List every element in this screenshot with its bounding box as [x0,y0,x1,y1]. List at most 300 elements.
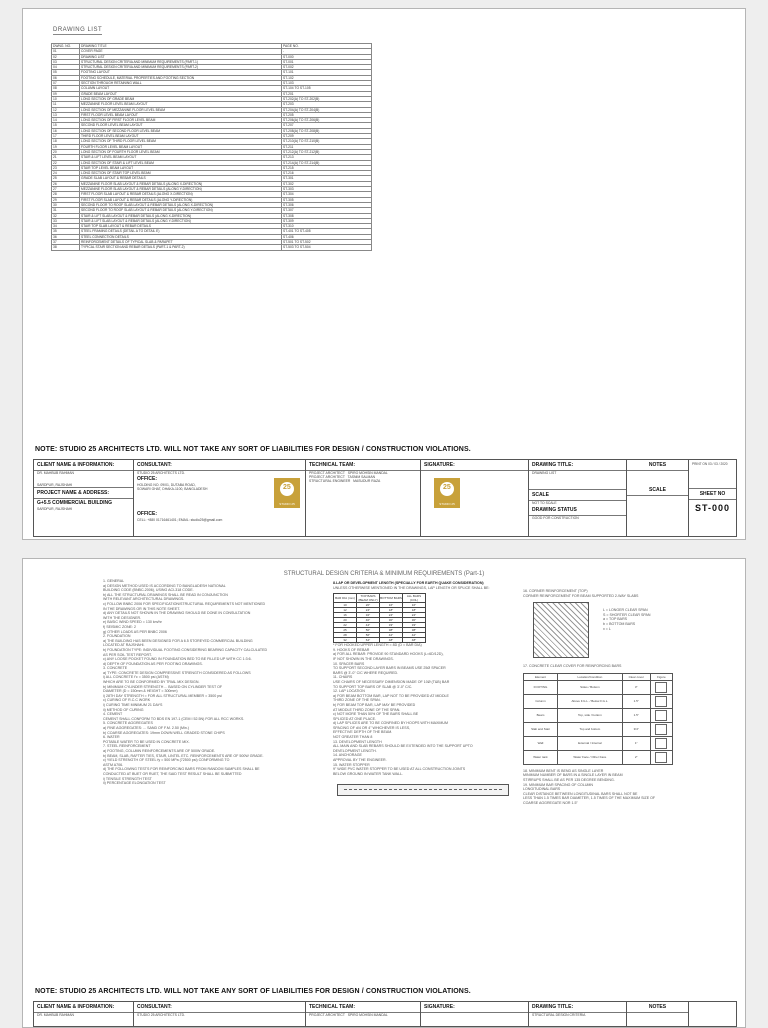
sheet-info-cell [689,460,736,536]
criteria-line: 11. CHAIRS [333,675,353,680]
corner-slab-diagram [533,602,589,658]
table-cell: GRADE SLAB LAYOUT & REBAR DETAILS [80,176,282,181]
criteria-line: USE CHAIRS OF NECESSARY DIMENSION MADE OF 10Ø (T&B) BAR [333,679,450,684]
criteria-line: 7. STEEL REINFORCEMENT [103,744,151,749]
criteria-title: STRUCTURAL DESIGN CRITERIA & MINIMUM REQUIREMENTS (Part-1) [283,571,485,577]
criteria-line: 18. MINIMUM BENT IS BEND AS SINGLE LAYER [523,768,604,773]
criteria-line: i) ALL CONCRETE f'c = 3500 psi (ASTM) [103,675,169,680]
clear-cover-header-cell: Element [524,673,558,680]
criteria-line: TO SUPPORT SECOND LAYER BARS IN BEAMS USE 25Ø SPACER [333,666,446,671]
criteria-line: WHICH ARE TO BE CONFORMED BY TRIAL MIX DESIGN. [103,680,200,685]
criteria-line: ii) PERCENTAGE ELONGATION TEST [103,781,166,786]
table-cell: GRADE BEAM LAYOUT [80,91,282,96]
drawing-title-header: DRAWING TITLE: [529,460,626,471]
table-cell: COVER PAGE [80,49,282,54]
clear-cover-cell: Wall [524,736,558,750]
drawing-sheet-criteria [22,558,746,1028]
drawing-list-body [52,49,372,250]
table-cell: ST-101 [282,70,372,75]
criteria-line: 3. CONCRETE [103,666,128,671]
table-header-cell: DRAWING TITLE [80,44,282,49]
lap-length-body [334,603,426,643]
consultant-name-2: STUDIO 25 ARCHITECTS LTD. [137,1013,185,1017]
criteria-line: i) 28TH DAY STRENGTH = FOR ALL STRUCTURAL MEMBER = 3500 psi [103,693,222,698]
team-role: STRUCTURAL ENGINEER [309,479,351,484]
table-cell: 14 [52,118,80,123]
lap-header-cell: BOTTOM BARS [380,594,403,603]
criteria-line: CONDUCTED AT BUET OR RUET, THE SAID TEST RESULT SHALL BE SUBMITTED [103,771,242,776]
lap-cell: 16" [380,603,403,608]
table-cell: - [282,49,372,54]
notes-cell [627,460,689,536]
clear-cover-cell: External / Internal [557,736,622,750]
table-cell: ST-204(A) TO ST-204(B) [282,107,372,112]
lap-header-cell: ALL BARS (COL) [403,594,426,603]
table-cell: ST-001 [282,59,372,64]
table-cell: LONG SECTION OF THIRD FLOOR LEVEL BEAM [80,139,282,144]
lap-cell: 44" [357,623,380,628]
criteria-line: 1. GENERAL [103,579,125,583]
table-cell: SECOND FLOOR TO ROOF SLAB LAYOUT & REBAR DETAILS (ALONG X-DIRECTION) [80,202,282,207]
table-cell: 18 [52,139,80,144]
criteria-line: BARS @ 3'-0" C/C WHERE REQUIRED. [333,670,399,675]
criteria-line: 10. SPACER BARS [333,661,365,666]
title-block [33,459,737,537]
criteria-line: STIRRUPS SHALL BE AS PER 135 DEGREE BENDING. [523,777,615,782]
criteria-line: WITH THE DESIGNER. [103,615,142,620]
drawing-title-value-2: STRUCTURAL DESIGN CRITERIA [532,1013,586,1017]
table-cell: ST-102 [282,75,372,80]
lap-cell: 16 [334,613,357,618]
lap-cell: 20 [334,618,357,623]
section-figure-icon [655,738,667,749]
print-date: 03 / 03 / 2020 [708,462,728,466]
criteria-line: COARSE AGGREGATE NOR 1.5" [523,800,578,805]
table-cell: ST-401 TO ST-405 [282,229,372,234]
lap-header-row [334,594,426,603]
client-cell-2 [34,1002,134,1026]
office-header: OFFICE: [137,476,157,483]
table-cell: 19 [52,144,80,149]
table-cell: 12 [52,107,80,112]
team-member: SPIRO MOHSIN MANDAL [347,471,388,475]
criteria-line: POTABLE WATER TO BE USED IN CONCRETE MIX. [103,739,190,744]
table-cell: 31 [52,208,80,213]
table-cell: ST-213 [282,155,372,160]
clear-cover-figure [650,722,672,736]
criteria-line: EFFECTIVE DEPTH OF THE BEAM. [333,730,393,735]
criteria-line: BELOW GROUND IN WATER TANK WALL. [333,771,404,776]
lap-cell: 24" [380,613,403,618]
table-header-cell: DWNG. NO. [52,44,80,49]
criteria-line: ii) METHOD OF CURING [103,707,144,712]
table-cell: ST-103 [282,81,372,86]
criteria-line: AS PER SOIL TEST REPORT. [103,652,152,657]
notes-scale-header: SCALE [627,485,688,496]
table-cell: ST-216 [282,171,372,176]
lap-header-cell: BAR DIA (mm) [334,594,357,603]
drawing-status-header: DRAWING STATUS [529,505,626,516]
table-cell: STAIR & LIFT SLAB LAYOUT & REBAR DETAILS (ALONG X-DIRECTION) [80,213,282,218]
table-cell: ST-501 TO ST-502 [282,239,372,244]
criteria-line: LONGITUDINAL BARS [523,787,561,792]
clear-cover-cell: Column [524,694,558,708]
team-row-2 [306,1013,420,1017]
clear-cover-cell: Sides / Bottom [557,680,622,694]
lap-row [334,638,426,643]
lap-cell: 33" [403,623,426,628]
technical-team-header: TECHNICAL TEAM: [306,460,420,471]
criteria-line: TO SUPPORT TOP BARS OF SLAB @ 3'-0" C/C. [333,684,413,689]
clear-cover-cell: 3/4" [622,722,650,736]
criteria-line: NOT GREATER THAN 8 [333,735,373,740]
table-cell: 02 [52,54,80,59]
table-cell: ST-104 TO ST-105 [282,86,372,91]
criteria-line: a) DESIGN METHOD USED IS ACCORDING TO BANGLADESH NATIONAL [103,583,226,588]
criteria-line: b) ALL THE STRUCTURAL DRAWINGS SHALL BE READ IN CONJUNCTION [103,592,228,597]
table-cell: FIRST FLOOR SLAB LAYOUT & REBAR DETAILS (ALONG Y-DIRECTION) [80,197,282,202]
team-member: MASUDUR RAZA [353,479,381,484]
drawing-sheet-list [22,8,746,540]
section-figure-icon [655,710,667,721]
team-member-2: SPIRO MOHSIN MANDAL [347,1013,388,1017]
project-header: PROJECT NAME & ADDRESS: [34,487,133,499]
section-figure-icon [655,696,667,707]
scale-value: NOT TO SCALE [532,501,557,506]
legend-item: x = L [603,626,611,631]
lap-cell: 10 [334,603,357,608]
table-cell: MEZZANINE FLOOR SLAB LAYOUT & REBAR DETAILS (ALONG Y-DIRECTION) [80,187,282,192]
table-cell: 33 [52,218,80,223]
criteria-line: AT MIDDLE THIRD ZONE OF THE SPAN. [333,707,401,712]
table-cell: 35 [52,229,80,234]
table-cell: 01 [52,49,80,54]
technical-team-cell [306,460,421,536]
lap-cell: 64" [357,638,380,643]
criteria-column-lap [333,581,523,798]
section-figure-icon [655,682,667,693]
table-cell: ST-210(A) TO ST-210(B) [282,139,372,144]
table-cell: 30 [52,202,80,207]
table-cell: 38 [52,245,80,250]
table-cell: STAIR TOP SLAB LAYOUT & REBAR DETAILS [80,224,282,229]
table-cell: ST-205 [282,112,372,117]
lap-cell: 42" [380,633,403,638]
criteria-line: 15. WATER STOPPER [333,762,370,767]
criteria-notes-bottom [523,769,723,806]
table-cell: ST-303 [282,187,372,192]
clear-cover-cell: FOOTING [524,680,558,694]
table-cell: ST-207 [282,123,372,128]
team-member: TASNIM SALMAN [347,475,376,480]
clear-cover-cell: 1.5" [622,708,650,722]
clear-cover-figure [650,750,672,764]
table-cell: MEZZANINE FLOOR SLAB LAYOUT & REBAR DETAILS (ALONG X-DIRECTION) [80,181,282,186]
table-cell: 36 [52,234,80,239]
criteria-line: IF NOT SHOWN IN THE DRAWINGS. [333,656,394,661]
consultant-name: STUDIO 25 ARCHITECTS LTD. [137,471,185,475]
clear-cover-header-row [524,673,673,680]
table-cell: ST-202(A) TO ST-202(B) [282,96,372,101]
contact-info: CELL: +880 01716461401; EMAIL: studio25@gmail.com [137,517,223,522]
notes-header-2: NOTES [627,1002,688,1013]
criteria-line: APPROVAL BY THE ENGINEER. [333,758,387,763]
criteria-line: c) NOT MORE THAN 50% OF THE BARS SHALL BE [333,712,419,717]
table-cell: 13 [52,112,80,117]
criteria-line: 4. CEMENT [103,712,123,717]
corner-legend [603,608,651,658]
lap-cell: 24" [357,608,380,613]
table-cell: 26 [52,181,80,186]
criteria-line: 5. CONCRETE AGGREGATES [103,721,153,726]
criteria-line: LOCATED AT RAJSHAHI. [103,643,145,648]
clear-cover-body [524,680,673,764]
criteria-line: a) FOR BEAM BOTTOM BAR, LAP NOT TO BE PROVIDED AT MIDDLE [333,693,449,698]
client-header: CLIENT NAME & INFORMATION: [34,460,133,471]
lap-cell: 56" [357,633,380,638]
drawing-list-table [51,43,372,251]
team-row [306,479,420,483]
section-figure-icon [655,752,667,763]
lap-subtitle: UNLESS OTHERWISE MENTIONED IN THE DRAWINGS, LAP LENGTH OR SPLICE SHALL BE: [333,585,490,590]
table-cell: 32 [52,213,80,218]
clear-cover-row [524,722,673,736]
criteria-line: b) FOR BEAM TOP BAR, LAP MAY BE PROVIDED [333,702,416,707]
lap-cell: 33" [380,623,403,628]
clear-cover-figure [650,694,672,708]
clear-cover-row [524,694,673,708]
table-cell: STRUCTURAL DESIGN CRITERIA AND MINIMUM REQUIREMENTS (PART-2) [80,65,282,70]
beam-lap-diagram [337,784,509,796]
lap-title: 8.LAP OR DEVELOPMENT LENGTH (SPECIALLY FOR EARTH QUAKE CONSIDERATION) [333,581,484,585]
table-cell: 15 [52,123,80,128]
logo-number: 25 [283,484,291,491]
client-header-2: CLIENT NAME & INFORMATION: [34,1002,133,1013]
table-cell: STEEL FRAMING DETAILS (DETAIL A TO DETAIL E) [80,229,282,234]
drawing-status-value: GOOD FOR CONSTRUCTION [532,516,579,521]
table-cell: FOURTH FLOOR LEVEL BEAM LAYOUT [80,144,282,149]
lap-cell: 18" [380,608,403,613]
table-cell: ST-306 [282,202,372,207]
clear-cover-title: 17. CONCRETE CLEAR COVER FOR REINFORCING BARS [523,664,622,669]
lap-cell: 25 [334,628,357,633]
criteria-line: SPLICED AT ONE PLACE. [333,716,377,721]
table-cell: 10 [52,96,80,101]
table-cell: ST-208(A) TO ST-208(B) [282,128,372,133]
logo-subtitle: STUDIO 25 [279,502,295,506]
table-cell: ST-002 [282,65,372,70]
table-cell: 04 [52,65,80,70]
lap-cell: 32 [334,638,357,643]
criteria-line: a) FINE AGGREGATES: ... SAND OF F.M. 2.50 (Min.) [103,726,189,730]
criteria-line: 14. ANCHORAGE [333,753,362,758]
signature-header: SIGNATURE: [421,460,528,471]
lap-cell: 30" [380,618,403,623]
clear-cover-figure [650,736,672,750]
clear-cover-header-cell: Figure [650,673,672,680]
title-block-2 [33,1001,737,1027]
table-cell: ST-309 [282,218,372,223]
project-name: G+5.5 COMMERCIAL BUILDING [37,500,113,507]
criteria-line: a) TYPE: CONCRETE DESIGN COMPRESSIVE STRENGTH CONSIDERED AS FOLLOWS [103,670,251,675]
criteria-line: DIAMETER (D = 150mm & HEIGHT = 300mm) [103,689,178,694]
table-cell: 16 [52,128,80,133]
table-cell: ST-308 [282,213,372,218]
lap-cell: 48" [380,638,403,643]
lap-cell: 30" [403,618,426,623]
clear-cover-row [524,736,673,750]
table-cell: ST-305 [282,197,372,202]
client-name-2: DR. MAHBUB RAHMAN [37,1013,74,1017]
criteria-line: 9. HOOKS OF REBAR [333,647,370,652]
consultant-cell-2 [134,1002,306,1026]
clear-cover-cell: Slab and Stair [524,722,558,736]
drawing-title-value: DRAWING LIST [532,471,557,475]
signature-header-2: SIGNATURE: [421,1002,528,1013]
table-cell: LONG SECTION OF FIRST FLOOR LEVEL BEAM [80,118,282,123]
criteria-column-general [103,579,313,786]
criteria-line: CEMENT SHALL CONFORM TO BDS EN 197-1 (CEM I 52.5N) FOR ALL RCC WORKS. [103,716,245,721]
signature-cell-2 [421,1002,529,1026]
legend-item: L = LONGER CLEAR SPAN [603,608,648,613]
table-cell: 37 [52,239,80,244]
corner-diagram-row [523,598,723,658]
client-cell [34,460,134,536]
table-cell: 25 [52,176,80,181]
criteria-line: MINIMUM NUMBER OF BARS IN A SINGLE LAYER IN BEAM [523,773,623,778]
criteria-line: BUILDING CODE (BNBC-2006), USING ACI-318 CODE. [103,588,194,593]
table-cell: ST-304 [282,192,372,197]
table-cell: FOOTING SCHEDULE, MATERIAL PROPERTIES AND FOOTING SECTION [80,75,282,80]
table-cell: LONG SECTION OF SECOND FLOOR LEVEL BEAM [80,128,282,133]
criteria-line: 6. WATER [103,735,120,740]
table-cell: ST-209 [282,134,372,139]
legend-item: S = SHORTER CLEAR SPAN [603,612,651,617]
clear-cover-cell: Top and bottom [557,722,622,736]
drawing-title-cell [529,460,627,536]
clear-cover-header-cell: Clear cover [622,673,650,680]
lap-header-cell: TOP BARS (BEAM ONLY) [358,594,378,603]
criteria-line: c) ANY LOOSE POCKET FOUND IN FOUNDATION BED TO BE FILLED UP WITH CC 1:3:6. [103,657,252,662]
criteria-line: DEVELOPMENT LENGTH. [333,748,377,753]
table-cell: LONG SECTION OF STAIR TOP LEVEL BEAM [80,171,282,176]
drawing-title-cell-2 [529,1002,627,1026]
table-cell: 22 [52,160,80,165]
criteria-line: a) THE BUILDING HAS BEEN DESIGNED FOR A 6.5 STOREYED COMMERCIAL BUILDING [103,638,253,643]
table-cell: SECTION THROUGH RETAINING WALL [80,81,282,86]
table-cell: ST-000 [282,54,372,59]
criteria-line: LESS THAN 1.5 TIMES BAR DIAMETER, 1.5 TIMES OF THE MAXIMUM SIZE OF [523,796,656,801]
table-cell: 05 [52,70,80,75]
table-cell: FIRST FLOOR SLAB LAYOUT & REBAR DETAILS (ALONG X-DIRECTION) [80,192,282,197]
criteria-line: c) YIELD STRENGTH OF STEEL fy = 500 MPa (72500 psi) CONFORMING TO [103,758,230,763]
team-role: PROJECT ARCHITECT [309,471,345,475]
studio-logo [274,478,300,508]
table-cell: 23 [52,165,80,170]
clear-cover-row [524,680,673,694]
lap-cell: 38" [403,628,426,633]
clear-cover-cell: Beam [524,708,558,722]
criteria-line: b) COARSE AGGREGATES: 19mm DOWN WELL GRADED STONE CHIPS [103,730,225,735]
table-cell: ST-307 [282,208,372,213]
beam-bar-line [344,789,502,790]
drawing-list-title: DRAWING LIST [53,27,103,33]
table-cell: ST-215 [282,165,372,170]
lap-cell: 28 [334,633,357,638]
clear-cover-cell: Water Face / Other Face [557,750,622,764]
table-cell: 34 [52,224,80,229]
table-cell: LONG SECTION OF STAIR & LIFT LEVEL BEAM [80,160,282,165]
clear-cover-cell: Above F.G.L. / Below F.G.L. [557,694,622,708]
table-cell: LONG SECTION OF MEZZANINE FLOOR LEVEL BEAM [80,107,282,112]
criteria-line: e) BASIC WIND SPEED = 130 km/hr [103,620,162,625]
table-cell: TYPICAL STAIR SECTION AND REBAR DETAILS (PART-1 & PART-2) [80,245,282,250]
criteria-line: IN THE DRAWINGS OR IN THIS NOTE SHEET. [103,606,181,611]
lap-length-table [333,593,426,643]
criteria-line: d) DEPTH OF FOUNDATION AS PER FOOTING DRAWINGS. [103,661,203,666]
table-cell: FOOTING LAYOUT [80,70,282,75]
criteria-line: c) CURING OF R.C.C WORK [103,698,151,703]
table-cell: ST-503 TO ST-504 [282,245,372,250]
lap-cell: 22 [334,623,357,628]
notes-cell-2 [627,1002,689,1026]
criteria-line: SPACING OF d/4 OR 4" WHICHEVER IS LESS, [333,725,411,730]
legend-item: b = BOTTOM BARS [603,621,636,626]
office-line2: SOWARI GHAT, DHAKA-1100, BANGLADESH [137,487,208,492]
table-cell: 20 [52,149,80,154]
table-cell: 06 [52,75,80,80]
criteria-line: a) FOOTING, COLUMN REINFORCEMENTS ARE OF 500W GRADE. [103,748,216,753]
table-cell: DRAWING LIST [80,54,282,59]
criteria-line: d) ANY DETAILS NOT SHOWN IN THE DRAWING SHOULD BE DONE IN CONSULTATION [103,611,251,616]
table-cell: 07 [52,81,80,86]
clear-cover-figure [650,708,672,722]
corner-reinforcement-title: 16. CORNER REINFORCEMENT (TOP) [523,589,588,593]
table-cell: LONG SECTION OF FOURTH FLOOR LEVEL BEAM [80,149,282,154]
criteria-line: ALL MAIN AND SLAB REBARS SHOULD BE EXTENDED INTO THE SUPPORT UPTO [333,744,473,749]
criteria-line: g) OTHER LOADS AS PER BNBC 2006 [103,629,167,634]
criteria-line: ASTM A706. [103,762,124,767]
table-cell: STAIR TOP LEVEL BEAM LAYOUT [80,165,282,170]
notes-header: NOTES [627,460,688,471]
table-cell: 17 [52,134,80,139]
lap-cell: 48" [403,638,426,643]
table-cell: ST-301 [282,176,372,181]
lap-cell: 38" [380,628,403,633]
print-on-label: PRINT ON [692,462,708,466]
criteria-line: c) FOLLOW BNBC 2006 FOR SPECIFICATION/STRUCTURAL REQUIREMENTS NOT MENTIONED [103,601,266,606]
clear-cover-cell: 3" [622,680,650,694]
liability-note-2: NOTE: STUDIO 25 ARCHITECTS LTD. WILL NOT TAKE ANY SORT OF LIABILITIES FOR DESIGN / CONSTRUCTION VIOLATIONS. [35,988,471,995]
criteria-line: THIRD ZONE OF THE SPAN. [333,698,381,703]
table-cell: STAIR & LIFT SLAB LAYOUT & REBAR DETAILS (ALONG Y-DIRECTION) [80,218,282,223]
table-cell: MEZZANINE FLOOR LEVEL BEAM LAYOUT [80,102,282,107]
logo-number: 25 [443,484,451,491]
clear-cover-figure [650,680,672,694]
criteria-line: b) FOUNDATION TYPE: INDIVIDUAL FOOTING CONSIDERING BEARING CAPACITY CALCULATED [103,647,268,652]
table-cell: REINFORCEMENT DETAILS OF TYPICAL SLAB & PARAPET [80,239,282,244]
table-cell: 21 [52,155,80,160]
lap-cell: 24" [403,613,426,618]
table-cell: STRUCTURAL DESIGN CRITERIA AND MINIMUM REQUIREMENTS (PART-1) [80,59,282,64]
table-cell: STEEL CONNECTION DETAILS [80,234,282,239]
table-cell: LONG SECTION OF GRADE BEAM [80,96,282,101]
table-cell: ST-201 [282,91,372,96]
consultant-header: CONSULTANT: [134,460,305,471]
criteria-line: i) CURING TIME MINIMUM 21 DAYS [103,703,163,708]
team-role: PROJECT ARCHITECT [309,475,345,480]
table-cell: ST-206(A) TO ST-206(B) [282,118,372,123]
